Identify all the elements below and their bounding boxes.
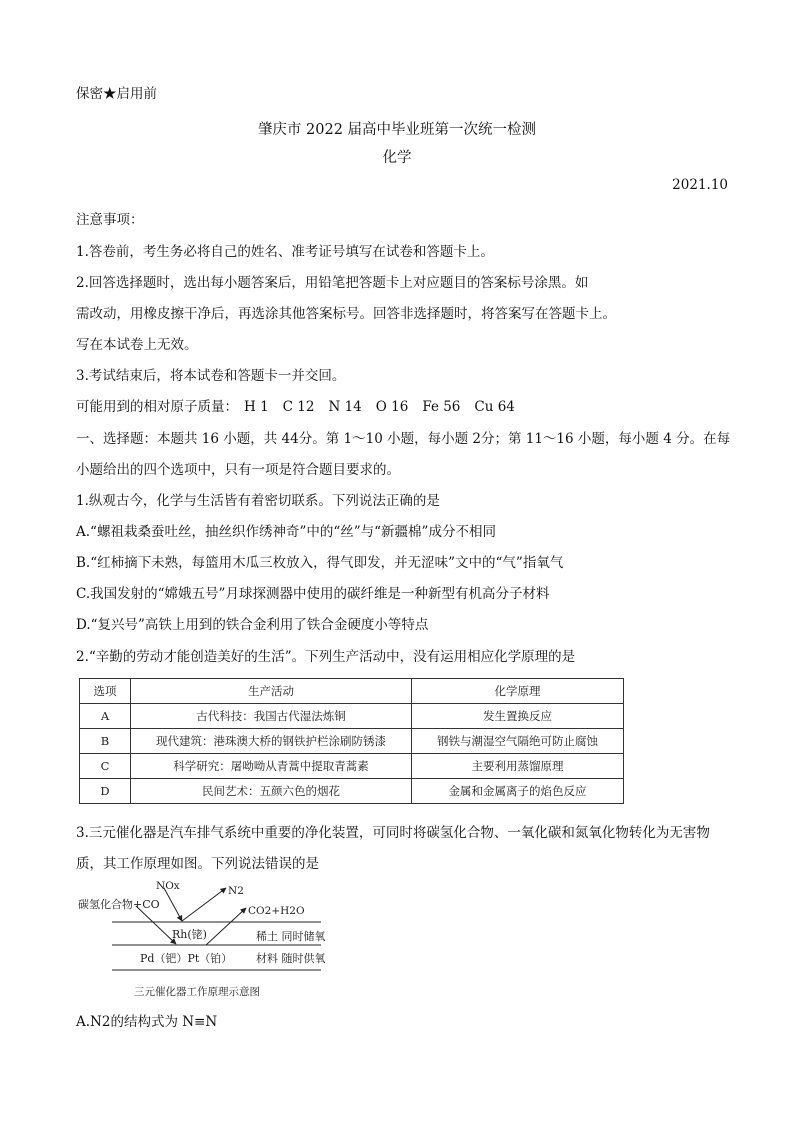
table-cell: 主要利用蒸馏原理: [412, 754, 624, 779]
reactants-label: 碳氢化合物+CO: [78, 898, 160, 911]
table-header-cell: 化学原理: [412, 679, 624, 704]
rh-label: Rh(铑): [172, 928, 207, 941]
table-header-cell: 生产活动: [131, 679, 412, 704]
atomic-mass-item: O 16: [375, 399, 409, 415]
q1-option-b: B.“红柿摘下未熟，每篮用木瓜三枚放入，得气即发，并无涩味”文中的“气”指氧气: [76, 555, 564, 571]
note-item-3: 3.考试结束后，将本试卷和答题卡一并交回。: [76, 368, 346, 384]
products-label: CO2+H2O: [248, 905, 305, 917]
table-cell: B: [80, 729, 131, 754]
table-cell: 发生置换反应: [412, 704, 624, 729]
section1-instructions-line-1: 一、选择题：本题共 16 小题，共 44分。第 1～10 小题，每小题 2分；第 11～16 小题，每小题 4 分。在每: [76, 431, 731, 447]
table-row: [80, 779, 624, 804]
table-cell: 古代科技：我国古代湿法炼铜: [131, 704, 412, 729]
exam-title: 肇庆市 2022 届高中毕业班第一次统一检测: [257, 122, 537, 138]
n2-label: N2: [228, 885, 244, 897]
table-cell: 科学研究：屠呦呦从青蒿中提取青蒿素: [131, 754, 412, 779]
atomic-mass-item: Fe 56: [422, 399, 461, 415]
q1-option-c: C.我国发射的“嫦娥五号”月球探测器中使用的碳纤维是一种新型有机高分子材料: [76, 586, 550, 602]
atomic-mass-item: N 14: [328, 399, 362, 415]
q1-option-d: D.“复兴号”高铁上用到的铁合金利用了铁合金硬度小等特点: [76, 617, 429, 633]
note-item-2-line-1: 2.回答选择题时，选出每小题答案后，用铅笔把答题卡上对应题目的答案标号涂黑。如: [76, 275, 589, 291]
table-row: [80, 754, 624, 779]
table-header-row: [80, 679, 624, 704]
pd-pt-label: Pd（钯）Pt（铂）: [140, 952, 233, 965]
exam-date: 2021.10: [672, 177, 728, 193]
q1-option-a: A.“螺祖栽桑蚕吐丝，抽丝织作绣神奇”中的“丝”与“新疆棉”成分不相同: [76, 524, 496, 540]
table-cell: 民间艺术：五颜六色的烟花: [131, 779, 412, 804]
reactant-arrow: [136, 906, 176, 944]
table-cell: 钢铁与潮湿空气隔绝可防止腐蚀: [412, 729, 624, 754]
rare-earth-label: 稀土 同时储氧: [256, 930, 326, 943]
table-cell: A: [80, 704, 131, 729]
confidential-label: 保密★启用前: [76, 86, 157, 102]
note-item-2-line-2: 需改动，用橡皮擦干净后，再选涂其他答案标号。回答非选择题时，将答案写在答题卡上。: [76, 306, 616, 322]
table-row: [80, 704, 624, 729]
products-arrow: [206, 908, 246, 945]
q3-stem-line-1: 3.三元催化器是汽车排气系统中重要的净化装置，可同时将碳氢化合物、一氧化碳和氮氧化物转化为无害物: [76, 825, 710, 841]
atomic-masses: [76, 395, 529, 415]
q2-stem: 2.“辛勤的劳动才能创造美好的生活”。下列生产活动中，没有运用相应化学原理的是: [76, 649, 576, 665]
table-header-cell: 选项: [80, 679, 131, 704]
q1-stem: 1.纵观古今，化学与生活皆有着密切联系。下列说法正确的是: [76, 493, 440, 509]
catalytic-converter-diagram: [76, 878, 376, 1002]
subject-title: 化学: [382, 150, 412, 166]
q2-table: [79, 678, 624, 804]
n2-arrow: [182, 888, 226, 921]
atomic-masses-label: 可能用到的相对原子质量：: [76, 399, 238, 415]
atomic-mass-item: Cu 64: [474, 399, 515, 415]
note-item-2-line-3: 写在本试卷上无效。: [76, 337, 198, 353]
table-cell: D: [80, 779, 131, 804]
atomic-mass-item: C 12: [282, 399, 315, 415]
atomic-mass-item: H 1: [244, 399, 269, 415]
table-cell: 现代建筑：港珠澳大桥的钢铁护栏涂刷防锈漆: [131, 729, 412, 754]
section1-instructions-line-2: 小题给出的四个选项中，只有一项是符合题目要求的。: [76, 462, 400, 478]
q3-stem-line-2: 质，其工作原理如图。下列说法错误的是: [76, 856, 319, 872]
nox-label: NOx: [156, 880, 180, 892]
nox-arrow: [164, 888, 182, 921]
q3-option-a: A.N2的结构式为 N≡N: [76, 1014, 218, 1030]
table-cell: C: [80, 754, 131, 779]
note-item-1: 1.答卷前，考生务必将自己的姓名、准考证号填写在试卷和答题卡上。: [76, 244, 494, 260]
table-cell: 金属和金属离子的焰色反应: [412, 779, 624, 804]
notes-heading: 注意事项：: [76, 212, 144, 228]
material-label: 材料 随时供氧: [256, 952, 326, 965]
diagram-caption: 三元催化器工作原理示意图: [134, 986, 260, 998]
table-row: [80, 729, 624, 754]
